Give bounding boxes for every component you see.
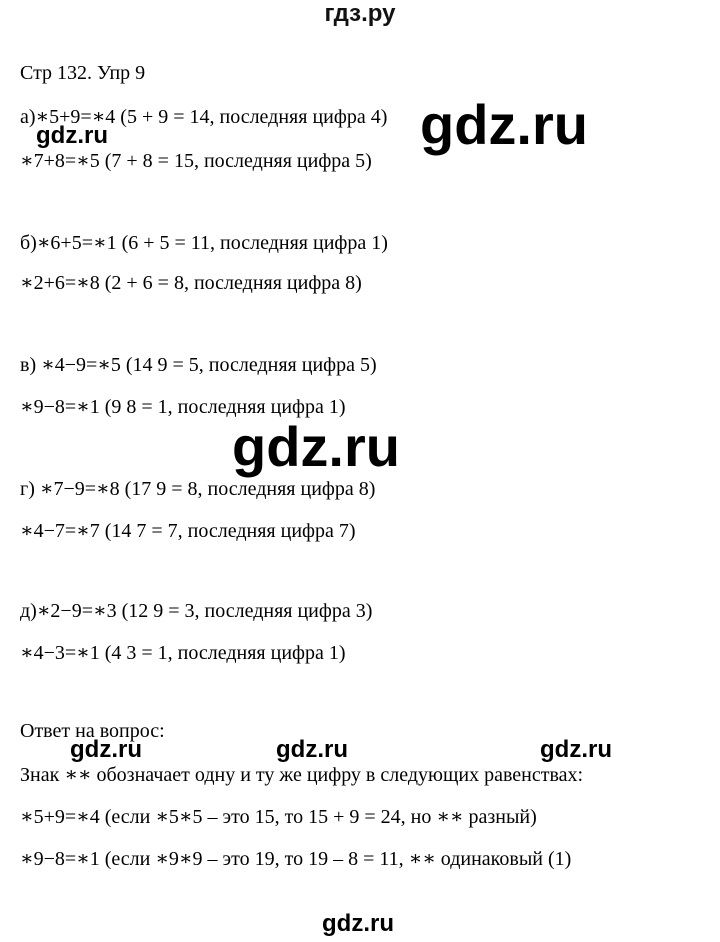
line-d2: ∗4−3=∗1 (4 3 = 1, последняя цифра 1) — [20, 642, 346, 664]
watermark-logo: gdz.ru — [70, 736, 142, 763]
line-b2: ∗2+6=∗8 (2 + 6 = 8, последняя цифра 8) — [20, 272, 362, 294]
answer-line3: ∗9−8=∗1 (если ∗9∗9 – это 19, то 19 – 8 = 11, ∗∗ одинаковый (1) — [20, 848, 572, 870]
watermark-logo: gdz.ru — [276, 736, 348, 763]
line-b1: б)∗6+5=∗1 (6 + 5 = 11, последняя цифра 1) — [20, 232, 388, 254]
watermark-logo: gdz.ru — [322, 910, 394, 937]
line-g2: ∗4−7=∗7 (14 7 = 7, последняя цифра 7) — [20, 520, 356, 542]
answer-line2: ∗5+9=∗4 (если ∗5∗5 – это 15, то 15 + 9 = 24, но ∗∗ разный) — [20, 806, 537, 828]
watermark-logo: gdz.ru — [36, 122, 108, 149]
watermark-logo: gdz.ru — [232, 415, 400, 478]
answer-line1: Знак ∗∗ обозначает одну и ту же цифру в следующих равенствах: — [20, 764, 584, 786]
watermark-logo: gdz.ru — [420, 93, 588, 156]
watermark-logo: gdz.ru — [540, 736, 612, 763]
page-title: Стр 132. Упр 9 — [20, 62, 146, 84]
line-v2: ∗9−8=∗1 (9 8 = 1, последняя цифра 1) — [20, 396, 346, 418]
site-header: гдз.ру — [324, 0, 396, 27]
line-a1: а)∗5+9=∗4 (5 + 9 = 14, последняя цифра 4) — [20, 106, 388, 128]
answer-heading: Ответ на вопрос: — [20, 720, 165, 742]
line-a2: ∗7+8=∗5 (7 + 8 = 15, последняя цифра 5) — [20, 150, 372, 172]
line-g1: г) ∗7−9=∗8 (17 9 = 8, последняя цифра 8) — [20, 478, 376, 500]
line-d1: д)∗2−9=∗3 (12 9 = 3, последняя цифра 3) — [20, 600, 373, 622]
line-v1: в) ∗4−9=∗5 (14 9 = 5, последняя цифра 5) — [20, 354, 377, 376]
